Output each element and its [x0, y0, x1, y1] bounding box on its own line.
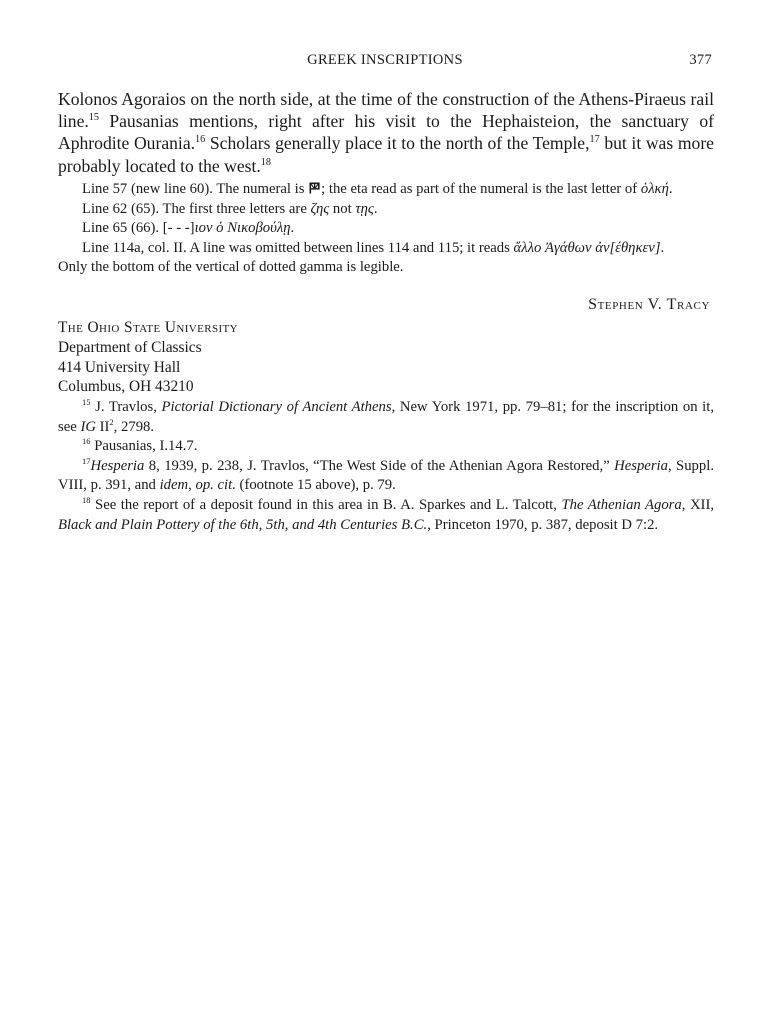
greek-word: τῃς [355, 200, 374, 217]
greek-word: ἄλλο Ἀγάθων ἀν[έθηκεν] [513, 239, 661, 256]
footnote-text: , Suppl. VIII, p. 391, and [58, 457, 715, 494]
footnote-ref-17[interactable]: 17 [589, 134, 600, 146]
citation-title: IG [80, 418, 96, 435]
citation-term: op. cit. [195, 477, 236, 494]
footnote-ref-18[interactable]: 18 [260, 156, 271, 168]
body-text-segment: Pausanias mentions, right after his visit to the Hephaisteion, the sanctuary of [98, 111, 714, 132]
department: Department of Classics [58, 338, 202, 356]
footnote-text: (footnote 15 above), p. 79. [235, 477, 396, 494]
note-text: . [668, 181, 673, 197]
footnote-text: J. Travlos, [90, 399, 162, 415]
footnote-16 [58, 437, 714, 457]
footnote-number: 17 [82, 455, 91, 466]
institution: The Ohio State University [58, 319, 238, 336]
citation-title: Hesperia [614, 457, 668, 474]
footnote-text: , XII, [681, 496, 715, 513]
note-line-114a [58, 239, 714, 259]
note-line-65 [58, 219, 714, 239]
footnote-18 [58, 496, 714, 535]
footnote-ref-16[interactable]: 16 [195, 134, 206, 146]
footnote-number: 16 [82, 436, 91, 447]
footnote-text: , [188, 477, 196, 494]
note-text: . [373, 200, 378, 217]
building: 414 University Hall [58, 358, 181, 376]
body-text-segment: but it was [599, 133, 674, 154]
body-paragraph [58, 88, 714, 177]
citation-term: idem [159, 477, 189, 494]
greek-word: ζης [310, 200, 330, 217]
city: Columbus, OH 43210 [58, 378, 194, 396]
footnote-text: , New York 1971, pp. 79–81; for the inscription on it, see [58, 399, 714, 435]
body-text-segment: Aphrodite Ourania. [58, 133, 196, 154]
footnote-text: , Princeton 1970, p. 387, deposit D 7:2. [427, 516, 659, 533]
note-text: ; the eta read as part of the numeral is the last letter of [321, 181, 641, 197]
page-number: 377 [689, 52, 712, 68]
note-text: Line 65 (66). [- - -] [82, 220, 195, 237]
body-text-segment: more probably located to the west. [58, 133, 714, 176]
greek-word: ὁλκή [640, 181, 669, 197]
footnote-text: Pausanias, I.14.7. [90, 438, 198, 455]
body-text-segment: Scholars generally place it to the north of the Temple, [205, 133, 590, 154]
note-text: Line 114a, col. II. A line was omitted between lines 114 and 115; it reads [82, 239, 514, 256]
running-title: GREEK INSCRIPTIONS [307, 52, 463, 68]
superscript: 2 [109, 416, 114, 427]
footnote-text: , 2798. [113, 418, 155, 435]
footnote-text: See the report of a deposit found in this area in B. A. Sparkes and L. Talcott, [90, 496, 562, 513]
author-address [58, 318, 238, 397]
footnote-text: 8, 1939, p. 238, J. Travlos, “The West Side of the Athenian Agora Restored,” [144, 457, 615, 474]
epigraphical-notes [58, 180, 714, 278]
footnote-ref-15[interactable]: 15 [88, 112, 99, 124]
citation-title: Pictorial Dictionary of Ancient Athens [161, 399, 392, 415]
citation-title: Black and Plain Pottery of the 6th, 5th, and 4th Centuries B.C. [58, 516, 428, 533]
note-text: Line 62 (65). The first three letters are [82, 200, 311, 217]
footnote-17 [58, 457, 714, 496]
greek-word: ιον ὁ Νικοβούλῃ [194, 220, 291, 237]
footnote-15 [58, 398, 714, 437]
note-text: . [290, 220, 295, 237]
note-text: not [329, 200, 356, 217]
footnote-text: II [95, 418, 110, 435]
note-line-57 [58, 180, 714, 200]
note-continuation: Only the bottom of the vertical of dotted gamma is legible. [58, 259, 404, 276]
footnotes [58, 398, 714, 535]
note-text: Line 57 (new line 60). The numeral is [82, 181, 309, 197]
note-text: . [660, 239, 665, 256]
body-text-line: Kolonos Agoraios on the north side, at the time of the construction of the Athens-Piraeus [58, 89, 686, 109]
running-head [58, 52, 712, 72]
footnote-number: 18 [82, 495, 91, 506]
citation-title: The Athenian Agora [561, 496, 682, 513]
author-signature: Stephen V. Tracy [588, 296, 710, 313]
body-text-segment: rail line. [58, 89, 714, 132]
citation-title: Hesperia [90, 457, 145, 474]
note-line-62 [58, 200, 714, 220]
attic-fifty-numeral-icon [309, 182, 320, 194]
footnote-number: 15 [82, 397, 91, 408]
